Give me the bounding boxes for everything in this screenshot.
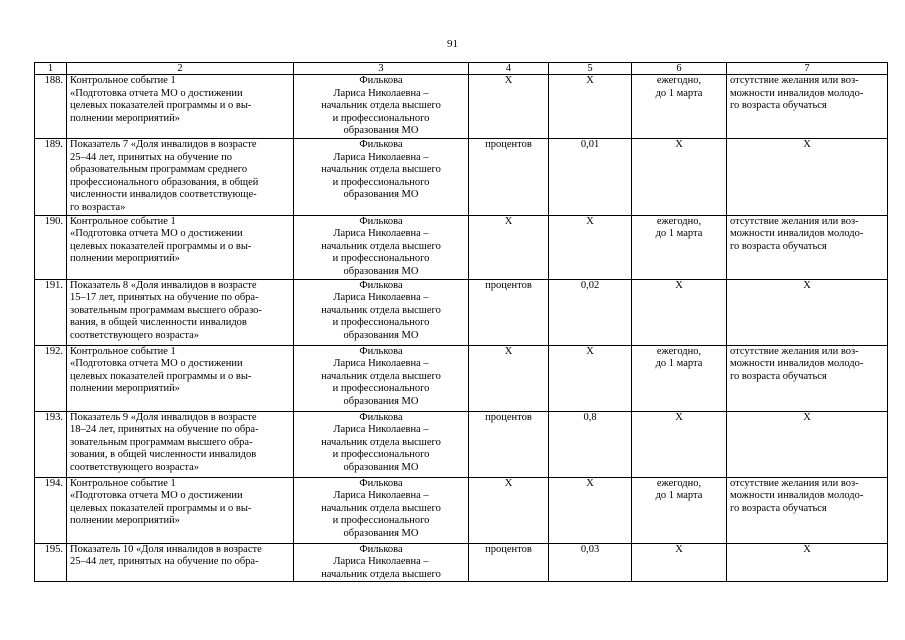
risk-line: Х [803,543,811,555]
responsible-line: образования МО [343,461,419,473]
value-text: Х [586,345,594,357]
description-line: Контрольное событие 1 [70,75,176,86]
column-header: 1 [35,63,67,75]
description-line: «Подготовка отчета МО о достижении [70,490,243,502]
table-row [35,139,888,216]
description-cell [67,345,294,411]
responsible-line: Филькова [359,75,403,86]
column-header: 3 [294,63,469,75]
value-cell [549,279,632,345]
description-line: Контрольное событие 1 [70,477,176,489]
risk-line: отсутствие желания или воз- [730,215,859,227]
table-row [35,75,888,139]
responsible-line: Филькова [359,139,403,150]
responsible-line: и профессионального [332,515,430,527]
row-number: 194. [44,477,63,489]
description-line: численности инвалидов соответствующе- [70,189,257,201]
description-line: целевых показателей программы и о вы- [70,370,252,382]
description-line: Контрольное событие 1 [70,345,176,357]
table-row [35,411,888,477]
risk-line: можности инвалидов молодо- [730,490,864,502]
description-cell [67,411,294,477]
description-cell [67,543,294,582]
row-number: 193. [44,411,63,423]
responsible-cell [294,279,469,345]
description-line: Показатель 9 «Доля инвалидов в возрасте [70,411,257,423]
row-number: 195. [44,543,63,555]
value-text: 0,8 [583,411,597,423]
unit-value: Х [504,215,513,227]
description-cell [67,215,294,279]
row-number-cell [35,477,67,543]
value-text: 0,03 [580,543,600,555]
header-row [35,63,888,75]
term-line: Х [675,543,683,555]
risk-line: го возраста обучаться [730,370,827,382]
value-cell [549,345,632,411]
responsible-line: Филькова [359,411,403,423]
responsible-line: начальник отдела высшего [321,502,441,514]
description-line: целевых показателей программы и о вы- [70,502,252,514]
description-line: зования, в общей численности инвалидов [70,449,257,461]
column-header: 7 [727,63,888,75]
responsible-line: начальник отдела высшего [321,370,441,382]
risk-cell [727,477,888,543]
responsible-cell [294,139,469,216]
unit-value: Х [504,75,513,86]
risk-line: Х [803,411,811,423]
responsible-cell [294,215,469,279]
term-line: до 1 марта [655,490,703,502]
risk-line: го возраста обучаться [730,240,827,252]
row-number: 191. [44,279,63,291]
value-cell [549,411,632,477]
table-row [35,543,888,582]
responsible-line: Филькова [359,215,403,227]
risk-cell [727,139,888,216]
description-line: полнении мероприятий» [70,515,180,527]
term-cell [632,215,727,279]
risk-line: Х [803,279,811,291]
responsible-line: Филькова [359,477,403,489]
unit-cell [469,543,549,582]
row-number-cell [35,543,67,582]
value-cell [549,75,632,139]
unit-value: процентов [485,279,532,291]
row-number-cell [35,139,67,216]
risk-line: Х [803,139,811,150]
description-line: Контрольное событие 1 [70,215,176,227]
description-line: «Подготовка отчета МО о достижении [70,228,243,240]
risk-line: го возраста обучаться [730,100,827,112]
table-row [35,477,888,543]
description-line: соответствующего возраста» [70,329,199,341]
unit-value: процентов [485,411,532,423]
description-line: Показатель 8 «Доля инвалидов в возрасте [70,279,257,291]
responsible-line: начальник отдела высшего [321,568,441,580]
row-number-cell [35,345,67,411]
column-header: 2 [67,63,294,75]
term-cell [632,139,727,216]
responsible-line: начальник отдела высшего [321,436,441,448]
row-number-cell [35,215,67,279]
responsible-line: образования МО [343,125,419,137]
value-text: Х [586,75,594,86]
description-line: зовательным программам высшего образо- [70,304,262,316]
column-header: 6 [632,63,727,75]
term-cell [632,279,727,345]
risk-cell [727,543,888,582]
risk-line: отсутствие желания или воз- [730,345,859,357]
description-line: образовательным программам среднего [70,164,248,176]
risk-cell [727,215,888,279]
responsible-line: Филькова [359,543,403,555]
description-line: 25–44 лет, принятых на обучение по обра- [70,556,259,568]
responsible-line: Филькова [359,345,403,357]
description-cell [67,279,294,345]
description-line: профессионального образования, в общей [70,176,259,188]
responsible-line: Лариса Николаевна – [333,87,429,99]
term-cell [632,345,727,411]
risk-line: отсутствие желания или воз- [730,477,859,489]
description-line: полнении мероприятий» [70,112,180,124]
description-line: «Подготовка отчета МО о достижении [70,358,243,370]
description-line: 15–17 лет, принятых на обучение по обра- [70,292,259,304]
unit-value: Х [504,345,513,357]
responsible-line: и профессионального [332,449,430,461]
responsible-line: образования МО [343,527,419,539]
responsible-line: Лариса Николаевна – [333,490,429,502]
description-line: Показатель 7 «Доля инвалидов в возрасте [70,139,257,150]
responsible-cell [294,345,469,411]
row-number: 190. [44,215,63,227]
responsible-line: и профессионального [332,176,430,188]
table-row [35,279,888,345]
risk-cell [727,345,888,411]
description-cell [67,75,294,139]
term-line: ежегодно, [656,215,702,227]
responsible-line: образования МО [343,189,419,201]
row-number: 189. [44,139,63,150]
plan-table [34,62,888,582]
row-number: 188. [44,75,63,86]
description-line: целевых показателей программы и о вы- [70,240,252,252]
value-cell [549,543,632,582]
unit-value: процентов [485,139,532,150]
page-number: 91 [447,38,458,50]
responsible-cell [294,543,469,582]
responsible-line: и профессионального [332,317,430,329]
unit-cell [469,411,549,477]
responsible-line: начальник отдела высшего [321,100,441,112]
unit-value: Х [504,477,513,489]
responsible-line: образования МО [343,329,419,341]
value-text: Х [586,215,594,227]
description-cell [67,477,294,543]
description-line: зовательным программам высшего обра- [70,436,253,448]
responsible-cell [294,75,469,139]
responsible-cell [294,477,469,543]
responsible-cell [294,411,469,477]
term-line: до 1 марта [655,87,703,99]
responsible-line: Лариса Николаевна – [333,292,429,304]
description-line: вания, в общей численности инвалидов [70,317,247,329]
term-line: Х [675,411,683,423]
description-line: соответствующего возраста» [70,461,199,473]
responsible-line: и профессионального [332,112,430,124]
responsible-line: начальник отдела высшего [321,304,441,316]
term-line: Х [675,279,683,291]
column-header: 4 [469,63,549,75]
responsible-line: начальник отдела высшего [321,164,441,176]
description-line: «Подготовка отчета МО о достижении [70,87,243,99]
term-line: ежегодно, [656,75,702,86]
unit-cell [469,75,549,139]
risk-cell [727,279,888,345]
responsible-line: образования МО [343,395,419,407]
description-line: полнении мероприятий» [70,383,180,395]
row-number: 192. [44,345,63,357]
responsible-line: Лариса Николаевна – [333,556,429,568]
responsible-line: Филькова [359,279,403,291]
risk-line: можности инвалидов молодо- [730,358,864,370]
table-row [35,345,888,411]
unit-value: процентов [485,543,532,555]
term-cell [632,477,727,543]
value-cell [549,477,632,543]
responsible-line: Лариса Николаевна – [333,358,429,370]
unit-cell [469,477,549,543]
unit-cell [469,345,549,411]
description-line: полнении мероприятий» [70,253,180,265]
risk-line: го возраста обучаться [730,502,827,514]
table-row [35,215,888,279]
description-line: го возраста» [70,201,126,213]
value-cell [549,215,632,279]
risk-line: можности инвалидов молодо- [730,228,864,240]
responsible-line: Лариса Николаевна – [333,228,429,240]
term-line: Х [675,139,683,150]
column-header: 5 [549,63,632,75]
unit-cell [469,139,549,216]
term-line: ежегодно, [656,477,702,489]
row-number-cell [35,411,67,477]
value-text: 0,01 [580,139,600,150]
risk-line: можности инвалидов молодо- [730,87,864,99]
description-line: 25–44 лет, принятых на обучение по [70,151,232,163]
description-line: 18–24 лет, принятых на обучение по обра- [70,424,259,436]
term-line: до 1 марта [655,358,703,370]
risk-cell [727,75,888,139]
description-cell [67,139,294,216]
responsible-line: начальник отдела высшего [321,240,441,252]
responsible-line: и профессионального [332,383,430,395]
term-cell [632,411,727,477]
unit-cell [469,215,549,279]
row-number-cell [35,279,67,345]
description-line: Показатель 10 «Доля инвалидов в возрасте [70,543,262,555]
responsible-line: образования МО [343,265,419,277]
unit-cell [469,279,549,345]
responsible-line: и профессионального [332,253,430,265]
description-line: целевых показателей программы и о вы- [70,100,252,112]
term-line: до 1 марта [655,228,703,240]
responsible-line: Лариса Николаевна – [333,424,429,436]
term-cell [632,75,727,139]
responsible-line: Лариса Николаевна – [333,151,429,163]
value-text: 0,02 [580,279,600,291]
risk-line: отсутствие желания или воз- [730,75,859,86]
risk-cell [727,411,888,477]
term-line: ежегодно, [656,345,702,357]
value-cell [549,139,632,216]
value-text: Х [586,477,594,489]
term-cell [632,543,727,582]
row-number-cell [35,75,67,139]
